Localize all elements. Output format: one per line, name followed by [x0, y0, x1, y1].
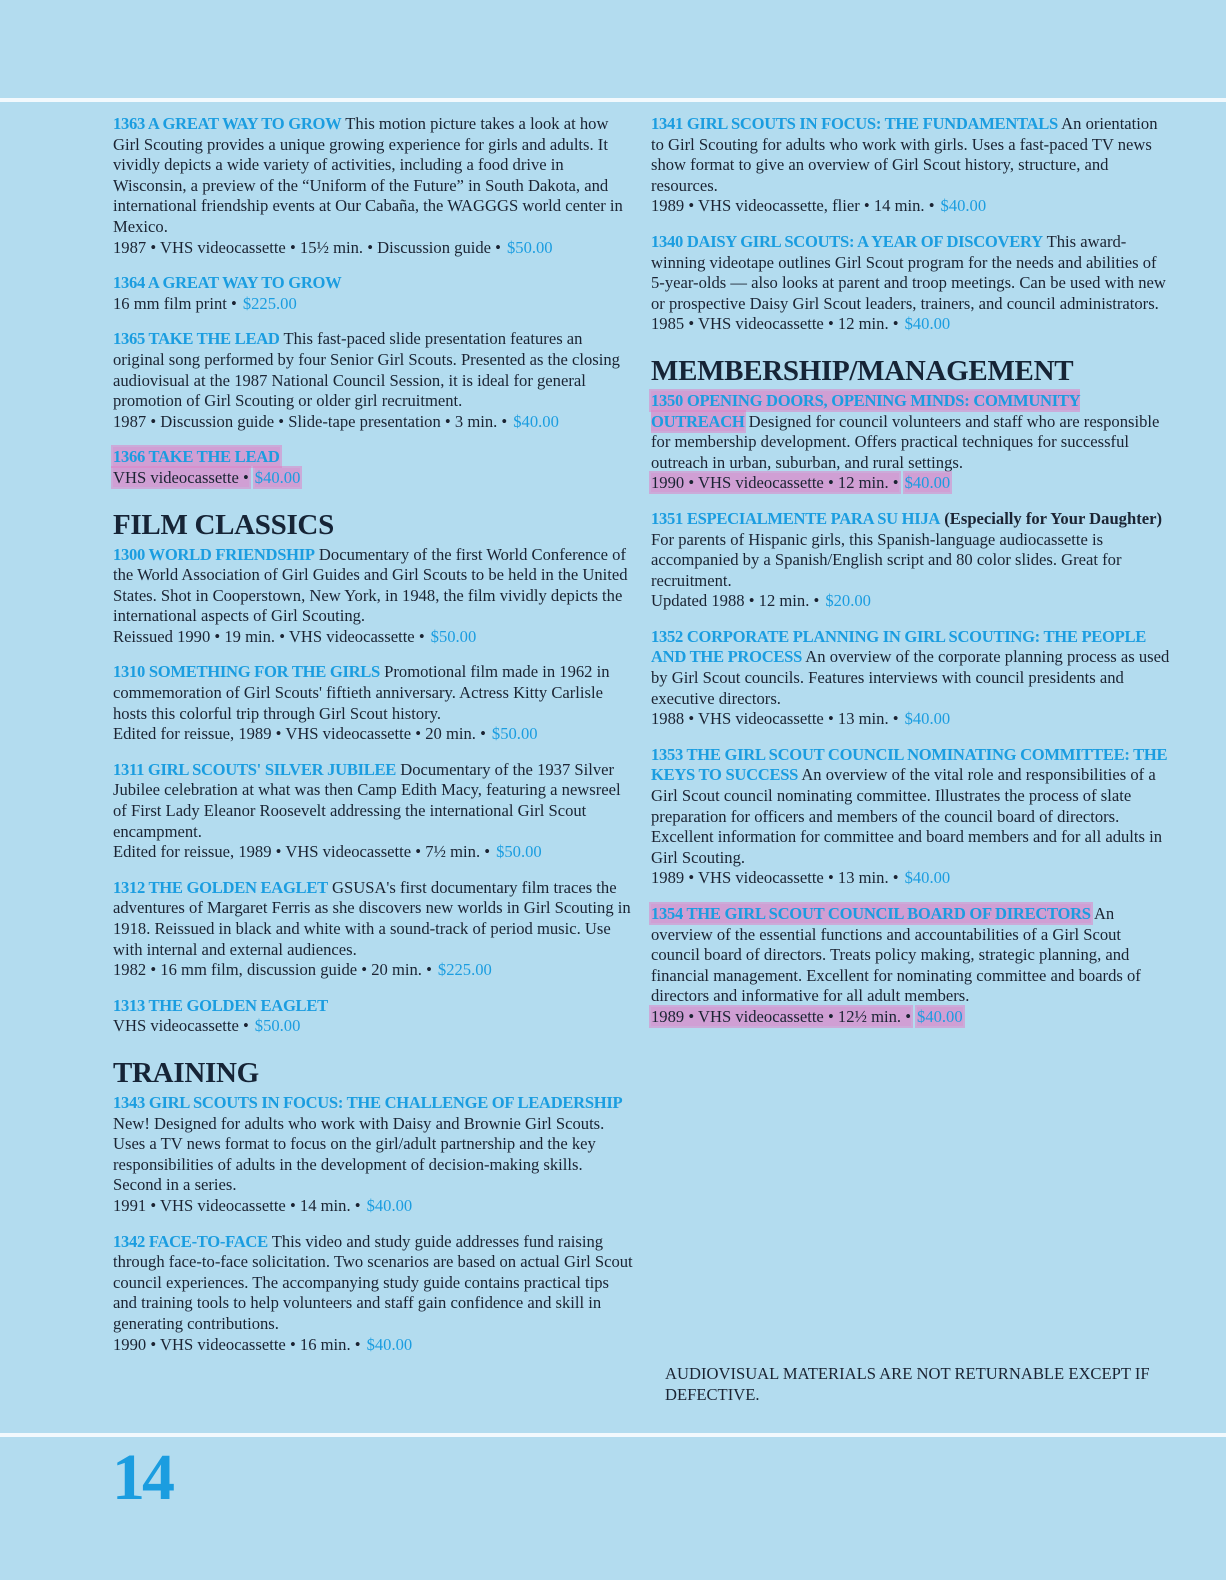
entry-details: Edited for reissue, 1989 • VHS videocassette • 7½ min. •: [113, 842, 491, 862]
entry-price: $40.00: [904, 868, 951, 888]
returns-notice: AUDIOVISUAL MATERIALS ARE NOT RETURNABLE EXCEPT IF DEFECTIVE.: [665, 1364, 1150, 1404]
entry-title: 1353 THE GIRL SCOUT COUNCIL NOMINATING COMMITTEE: THE KEYS TO SUCCESS: [651, 744, 1168, 785]
entry-description: This award-winning videotape outlines Girl Scout program for the needs and abilities of 5-year-olds — also looks at parent and troop meetings. Can be used with new or prospective Daisy Girl Scout leaders, trainers, and council administrators.: [651, 231, 1166, 313]
entry-meta: [651, 314, 1171, 335]
entry-details: 1987 • VHS videocassette • 15½ min. • Discussion guide •: [113, 237, 501, 257]
catalog-entry: [113, 1093, 633, 1217]
entry-title: 1313 THE GOLDEN EAGLET: [113, 995, 328, 1015]
entry-price: $50.00: [506, 237, 553, 257]
entry-title: 1342 FACE-TO-FACE: [113, 1231, 268, 1251]
entry-price: $40.00: [904, 314, 951, 334]
entry-title: 1366 TAKE THE LEAD: [113, 447, 280, 467]
entry-description: An overview of the vital role and responsibilities of a Girl Scout council nominating committee. Illustrates the process of slate preparation for officers and members of the council board of directors. Excellent information for committee and board members and for all adults in Girl Scouting.: [651, 765, 1163, 867]
entry-title: 1363 A GREAT WAY TO GROW: [113, 114, 342, 133]
entry-meta: [113, 294, 633, 315]
entry-title: 1351 ESPECIALMENTE PARA SU HIJA: [651, 508, 941, 528]
entry-details: 1982 • 16 mm film, discussion guide • 20 min. •: [113, 960, 432, 980]
entry-meta: [113, 1196, 633, 1217]
entry-meta: [113, 960, 633, 981]
entry-subtitle: (Especially for Your Daughter): [944, 508, 1162, 528]
catalog-entry: [113, 273, 633, 314]
entry-description: This motion picture takes a look at how Girl Scouting provides a unique growing experience for girls and adults. It vividly depicts a wide variety of activities, including a food drive in Wisconsin, a preview of the “Uniform of the Future” in South Dakota, and international friendship events at Our Cabaña, the WAGGGS world center in Mexico.: [113, 114, 623, 236]
entry-price: $40.00: [904, 473, 951, 493]
entry-description: New! Designed for adults who work with Daisy and Brownie Girl Scouts. Uses a TV news format to focus on the girl/adult partnership and the key responsibilities of adults in the development of decision-making skills. Second in a series.: [113, 1113, 605, 1195]
entry-price: $40.00: [917, 1006, 963, 1026]
catalog-entry: [113, 996, 633, 1037]
entry-title: 1352 CORPORATE PLANNING IN GIRL SCOUTING: THE PEOPLE AND THE PROCESS: [651, 626, 1147, 667]
catalog-entry: [113, 878, 633, 981]
entry-price: $20.00: [825, 591, 871, 611]
entry-details: 1991 • VHS videocassette • 14 min. •: [113, 1195, 361, 1215]
entry-price: $50.00: [254, 1016, 301, 1036]
entry-price: $40.00: [366, 1195, 413, 1215]
entry-details: 1989 • VHS videocassette • 12½ min. •: [651, 1006, 912, 1026]
entry-description: For parents of Hispanic girls, this Spanish-language audiocassette is accompanied by a Spanish/English script and 80 color slides. Great for recruitment.: [651, 529, 1122, 590]
catalog-entry: [651, 904, 1171, 1028]
entry-title: 1365 TAKE THE LEAD: [113, 329, 280, 349]
entry-details: 1987 • Discussion guide • Slide-tape presentation • 3 min. •: [113, 411, 508, 431]
entry-price: $40.00: [513, 411, 559, 431]
entry-meta: [113, 627, 633, 648]
catalog-entry: [113, 1232, 633, 1356]
page-number: 14: [112, 1441, 172, 1514]
entry-meta: [113, 842, 633, 863]
top-rule: [0, 98, 1226, 102]
entry-details: VHS videocassette •: [113, 467, 249, 487]
catalog-entry: [651, 114, 1171, 217]
entry-price: $225.00: [242, 293, 297, 313]
entry-description: Designed for council volunteers and staff who are responsible for membership development. Offers practical techniques for successful outreach in urban, suburban, and rural settings.: [651, 411, 1160, 472]
entry-description: An overview of the essential functions and accountabilities of a Girl Scout council board of directors. Treats policy making, strategic planning, and financial management. Excellent for nominating committee and boards of directors and informative for all adult members.: [651, 904, 1141, 1006]
entry-title: 1311 GIRL SCOUTS' SILVER JUBILEE: [113, 759, 397, 779]
section-heading: FILM CLASSICS: [113, 508, 334, 541]
entry-meta: [651, 196, 1171, 217]
entry-description: This fast-paced slide presentation features an original song performed by four Senior Girl Scouts. Presented as the closing audiovisual at the 1987 National Council Session, it is ideal for general promotion of Girl Scouting or older girl recruitment.: [113, 329, 620, 411]
entry-description: Documentary of the first World Conference of the World Association of Girl Guides and Girl Scouts to be held in the United States. Shot in Cooperstown, New York, in 1948, the film vividly depicts the international aspects of Girl Scouting.: [113, 544, 628, 626]
section-heading: MEMBERSHIP/MANAGEMENT: [651, 354, 1074, 387]
entry-meta: [113, 238, 633, 259]
catalog-entry: [113, 114, 633, 258]
catalog-entry: [113, 760, 633, 863]
catalog-entry: [651, 509, 1171, 612]
entry-meta: [113, 468, 633, 489]
entry-title: 1364 A GREAT WAY TO GROW: [113, 273, 342, 293]
entry-meta: [651, 709, 1171, 730]
left-column: [113, 114, 633, 1370]
entry-meta: [113, 724, 633, 745]
entry-meta: [651, 591, 1171, 612]
entry-details: Edited for reissue, 1989 • VHS videocassette • 20 min. •: [113, 724, 486, 744]
entry-price: $40.00: [940, 196, 987, 216]
entry-price: $50.00: [496, 842, 542, 862]
entry-title: 1310 SOMETHING FOR THE GIRLS: [113, 662, 380, 682]
entry-price: $50.00: [430, 626, 477, 646]
catalog-entry: [113, 447, 633, 488]
entry-title: 1341 GIRL SCOUTS IN FOCUS: THE FUNDAMENTALS: [651, 114, 1058, 133]
entry-meta: [113, 1016, 633, 1037]
catalog-entry: [651, 232, 1171, 335]
entry-title: 1350 OPENING DOORS, OPENING MINDS: COMMUNITY OUTREACH: [651, 390, 1081, 431]
catalog-entry: [113, 329, 633, 432]
entry-details: 1990 • VHS videocassette • 12 min. •: [651, 473, 899, 493]
entry-meta: [651, 1007, 1171, 1028]
catalog-entry: [651, 745, 1171, 889]
entry-description: Promotional film made in 1962 in commemoration of Girl Scouts' fiftieth anniversary. Actress Kitty Carlisle hosts this colorful trip through Girl Scout history.: [113, 662, 610, 723]
entry-details: 1988 • VHS videocassette • 13 min. •: [651, 709, 899, 729]
entry-description: Documentary of the 1937 Silver Jubilee celebration at what was then Camp Edith Macy, featuring a newsreel of First Lady Eleanor Roosevelt addressing the international Girl Scout encampment.: [113, 759, 621, 841]
entry-details: 1985 • VHS videocassette • 12 min. •: [651, 314, 899, 334]
entry-details: 16 mm film print •: [113, 293, 237, 313]
entry-details: 1989 • VHS videocassette, flier • 14 min. •: [651, 196, 935, 216]
entry-details: VHS videocassette •: [113, 1016, 249, 1036]
entry-price: $40.00: [366, 1334, 413, 1354]
entry-price: $40.00: [254, 467, 301, 487]
catalog-entry: [651, 391, 1171, 494]
entry-meta: [651, 473, 1171, 494]
entry-description: An orientation to Girl Scouting for adults who work with girls. Uses a fast-paced TV news show format to give an overview of Girl Scout history, structure, and resources.: [651, 114, 1158, 195]
entry-description: This video and study guide addresses fund raising through face-to-face solicitation. Two scenarios are based on actual Girl Scout council experiences. The accompanying study guide contains practical tips and training tools to help volunteers and staff gain confidence and skill in generating contributions.: [113, 1231, 633, 1333]
entry-details: 1990 • VHS videocassette • 16 min. •: [113, 1334, 361, 1354]
catalog-entry: [113, 662, 633, 744]
entry-meta: [651, 868, 1171, 889]
entry-title: 1312 THE GOLDEN EAGLET: [113, 877, 328, 897]
entry-price: $40.00: [904, 709, 951, 729]
right-column: [651, 114, 1171, 1043]
entry-details: 1989 • VHS videocassette • 13 min. •: [651, 868, 899, 888]
entry-description: GSUSA's first documentary film traces the adventures of Margaret Ferris as she discovers new worlds in Girl Scouting in 1918. Reissued in black and white with a sound-track of period music. Use with internal and external audiences.: [113, 877, 631, 959]
entry-price: $225.00: [437, 960, 492, 980]
bottom-rule: [0, 1433, 1226, 1437]
entry-title: 1354 THE GIRL SCOUT COUNCIL BOARD OF DIRECTORS: [651, 904, 1091, 923]
catalog-entry: [113, 545, 633, 648]
entry-price: $50.00: [491, 724, 538, 744]
catalog-entry: [651, 627, 1171, 730]
entry-title: 1340 DAISY GIRL SCOUTS: A YEAR OF DISCOVERY: [651, 231, 1043, 251]
entry-details: Updated 1988 • 12 min. •: [651, 591, 820, 611]
entry-details: Reissued 1990 • 19 min. • VHS videocassette •: [113, 626, 425, 646]
entry-title: 1300 WORLD FRIENDSHIP: [113, 544, 315, 564]
entry-meta: [113, 1335, 633, 1356]
entry-description: An overview of the corporate planning process as used by Girl Scout councils. Features interviews with council presidents and executive directors.: [651, 647, 1170, 708]
entry-meta: [113, 412, 633, 433]
section-heading: TRAINING: [113, 1056, 259, 1089]
entry-title: 1343 GIRL SCOUTS IN FOCUS: THE CHALLENGE OF LEADERSHIP: [113, 1092, 623, 1112]
